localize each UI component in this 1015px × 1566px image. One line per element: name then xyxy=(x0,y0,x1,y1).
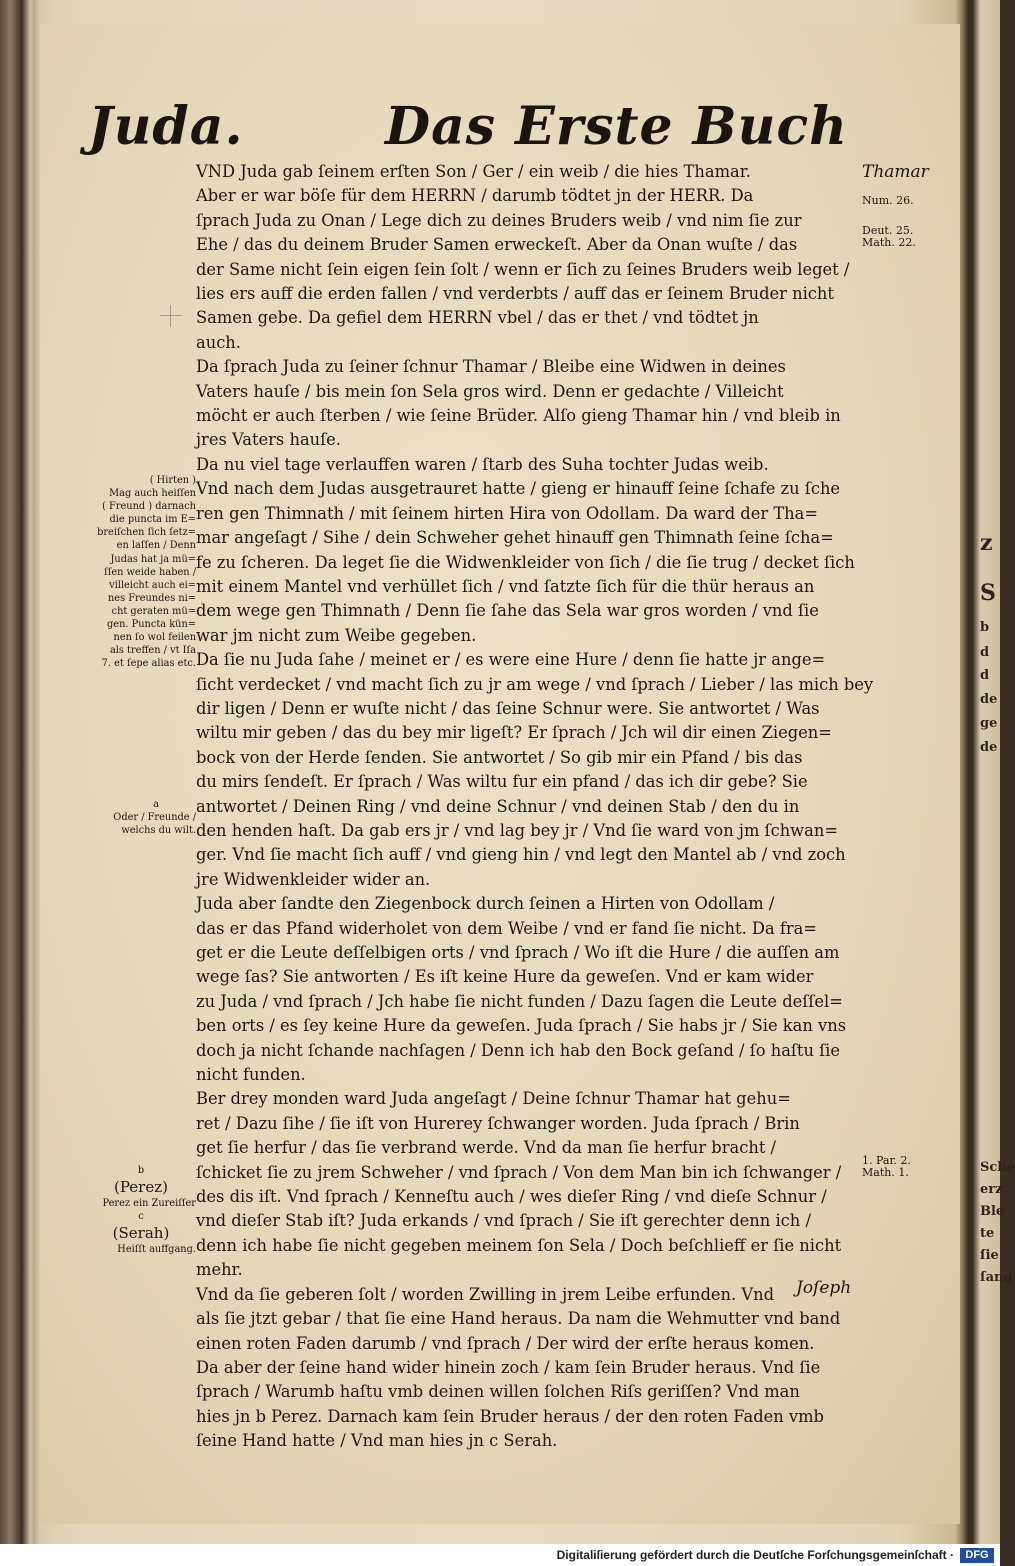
gloss-line: 7. et ſepe alias etc. xyxy=(101,658,196,670)
margin-ref-math-1: Math. 22. xyxy=(862,236,916,249)
text-line: den henden haſt. Da gab ers jr / vnd lag bey jr / Vnd ſie ward von jm ſchwan= xyxy=(196,820,838,840)
facing-page-letter: ſang xyxy=(980,1270,1013,1285)
facing-page-letter: de xyxy=(980,692,998,707)
text-line: des dis iſt. Vnd ſprach / Kenneſtu auch / wes dieſer Ring / vnd dieſe Schnur / xyxy=(196,1187,827,1207)
dfg-logo: DFG xyxy=(960,1548,994,1563)
text-line: wege ſas? Sie antworten / Es iſt keine Hure da geweſen. Vnd er kam wider xyxy=(196,967,814,987)
facing-page-edge xyxy=(972,0,1000,1566)
gloss-serah-meaning: Heiſſt auffgang. xyxy=(117,1244,196,1256)
gloss-marker-b: b xyxy=(137,1165,145,1176)
footer-credit: Digitaliſierung gefördert durch die Deutſche Forſchungsgemeinſchaft · xyxy=(556,1548,954,1562)
text-line: ret / Dazu ſihe / ſie iſt von Hurerey ſchwanger worden. Juda ſprach / Brin xyxy=(196,1113,800,1133)
gloss-line: welchs du wilt. xyxy=(121,825,196,837)
facing-page-letter: Sche xyxy=(980,1160,1015,1175)
gloss-line: nen ſo wol feilen xyxy=(113,632,196,644)
facing-page-letter: erz xyxy=(980,1182,1003,1197)
gloss-line: als treffen / vt Iſa xyxy=(109,645,196,657)
body-text-column xyxy=(196,160,874,1454)
gloss-perez: (Perez) xyxy=(114,1178,168,1197)
gloss-serah: (Serah) xyxy=(112,1224,170,1243)
gloss-line: Mag auch heiſſen xyxy=(109,488,196,500)
margin-gloss-hirten xyxy=(86,474,196,670)
text-line: Aber er war böſe für dem HERRN / darumb tödtet jn der HERR. Da xyxy=(196,186,754,206)
text-line: ger. Vnd ſie macht ſich auff / vnd gieng hin / vnd legt den Mantel ab / vnd zoch xyxy=(196,845,846,865)
text-line: denn ich habe ſie nicht gegeben meinem ſon Sela / Doch beſchlieff er ſie nicht xyxy=(196,1235,842,1255)
text-line: VND Juda gab ſeinem erſten Son / Ger / ein weib / die hies Thamar. xyxy=(196,162,751,181)
margin-thamar-label: Thamar xyxy=(862,162,929,182)
text-line: einen roten Faden darumb / vnd ſprach / Der wird der erſte heraus komen. xyxy=(196,1333,815,1353)
text-line: mehr. xyxy=(196,1260,243,1280)
gloss-line: breiſchen ſich ſetz= xyxy=(97,527,196,539)
gloss-line: cht geraten mü= xyxy=(111,605,196,617)
text-line: Samen gebe. Da gefiel dem HERRN vbel / das er thet / vnd tödtet jn xyxy=(196,308,759,328)
margin-ref-deut: Deut. 25. xyxy=(862,224,914,237)
gloss-line: nes Freundes ni= xyxy=(107,592,196,604)
text-line: Da aber der ſeine hand wider hinein zoch / kam ſein Bruder heraus. Vnd ſie xyxy=(196,1357,821,1377)
margin-ref-num: Num. 26. xyxy=(862,194,914,207)
text-line: der Same nicht ſein eigen ſein ſolt / wenn er ſich zu ſeines Bruders weib leget / xyxy=(196,259,850,279)
text-line: jre Widwenkleider wider an. xyxy=(196,869,431,889)
margin-ref-math-2: Math. 1. xyxy=(862,1166,909,1179)
gloss-line: villeicht auch ei= xyxy=(109,579,196,591)
gloss-line: gen. Puncta kün= xyxy=(107,619,196,631)
pencil-cross-mark xyxy=(160,305,182,327)
text-line: Ehe / das du deinem Bruder Samen erweckeſt. Aber da Onan wuſte / das xyxy=(196,235,798,255)
text-line: Ber drey monden ward Juda angeſagt / Deine ſchnur Thamar hat gehu= xyxy=(196,1089,791,1109)
text-line: war jm nicht zum Weibe gegeben. xyxy=(196,625,477,645)
text-line: Vaters hauſe / bis mein ſon Sela gros wird. Denn er gedachte / Villeicht xyxy=(196,381,784,401)
text-line: nicht funden. xyxy=(196,1065,306,1085)
text-line: mit einem Mantel vnd verhüllet ſich / vnd ſatzte ſich für die thür heraus an xyxy=(196,576,815,596)
facing-page-letter: te xyxy=(980,1226,995,1241)
running-head-title: Das Erste Buch xyxy=(385,96,848,157)
facing-page-letter: de xyxy=(980,740,998,755)
text-line: Da ſie nu Juda ſahe / meinet er / es were eine Hure / denn ſie hatte jr ange= xyxy=(196,650,826,670)
text-line: ſicht verdecket / vnd macht ſich zu jr am wege / vnd ſprach / Lieber / las mich bey xyxy=(196,674,874,694)
text-line: Vnd da ſie geberen ſolt / worden Zwilling in jrem Leibe erfunden. Vnd xyxy=(196,1284,775,1304)
text-line: bock von der Herde ſenden. Sie antwortet / So gib mir ein Pfand / bis das xyxy=(196,747,803,767)
text-line: fe zu ſcheren. Da leget ſie die Widwenkleider von ſich / die ſie trug / decket ſich xyxy=(196,552,855,572)
margin-note-thamar xyxy=(862,162,929,182)
text-line: get er die Leute deſſelbigen orts / vnd ſprach / Wo iſt die Hure / die auſſen am xyxy=(196,943,840,962)
facing-page-letter: d xyxy=(980,668,990,683)
facing-page-letter: S xyxy=(980,580,996,606)
text-line: dem wege gen Thimnath / Denn ſie ſahe das Sela war gros worden / vnd ſie xyxy=(196,601,819,621)
text-line: wiltu mir geben / das du bey mir ligeſt? Er ſprach / Jch wil dir einen Ziegen= xyxy=(196,723,832,743)
facing-page-letter: ge xyxy=(980,716,998,731)
gloss-marker-a: a xyxy=(153,799,159,810)
gloss-line: en laſſen / Denn xyxy=(116,540,196,552)
text-line: zu Juda / vnd ſprach / Jch habe ſie nicht funden / Dazu ſagen die Leute deſſel= xyxy=(196,991,843,1011)
gloss-line: die puncta im E= xyxy=(109,514,196,526)
text-line: ben orts / es ſey keine Hure da geweſen. Juda ſprach / Sie habs jr / Sie kan vns xyxy=(196,1016,847,1036)
text-line: get ſie herfur / das ſie verbrand werde. Vnd da man ſie herfur bracht / xyxy=(196,1138,777,1158)
text-line: möcht er auch ſterben / wie ſeine Brüder. Alſo gieng Thamar hin / vnd bleib in xyxy=(196,406,841,426)
running-head-left: Juda. xyxy=(88,96,244,157)
margin-ref-par: 1. Par. 2. xyxy=(862,1154,911,1167)
text-line: das er das Pfand widerholet von dem Weibe / vnd er fand ſie nicht. Da fra= xyxy=(196,918,818,938)
facing-page-letter: z xyxy=(980,530,993,556)
gloss-line: ( Hirten ) xyxy=(149,475,196,486)
text-line: Da nu viel tage verlauffen waren / ſtarb des Suha tochter Judas weib. xyxy=(196,454,769,474)
footer-bar xyxy=(0,1544,1000,1566)
text-line: ſprach / Warumb haſtu vmb deinen willen ſolchen Riſs geriſſen? Vnd man xyxy=(196,1382,800,1402)
facing-page-letter: Ble xyxy=(980,1204,1005,1219)
gloss-perez-meaning: Perez ein Zureiſſer xyxy=(102,1198,196,1210)
text-line: auch. xyxy=(196,332,241,352)
text-line: ren gen Thimnath / mit ſeinem hirten Hira von Odollam. Da ward der Tha= xyxy=(196,503,819,523)
gloss-line: ( Freund ) darnach xyxy=(102,501,196,513)
text-line: ſprach Juda zu Onan / Lege dich zu deines Bruders weib / vnd nim ſie zur xyxy=(196,210,802,230)
gloss-line: ſſen weide haben / xyxy=(104,566,196,578)
margin-gloss-freunde xyxy=(86,798,196,837)
gloss-line: Oder / Freunde / xyxy=(113,812,196,824)
text-line: mar angeſagt / Sihe / dein Schweher gehet hinauff gen Thimnath ſeine ſcha= xyxy=(196,528,834,548)
text-line: Vnd nach dem Judas ausgetrauret hatte / gieng er hinauff ſeine ſchafe zu ſche xyxy=(196,479,841,499)
text-line: Juda aber ſandte den Ziegenbock durch ſeinen a Hirten von Odollam / xyxy=(196,894,775,914)
gloss-line: Judas hat ja mü= xyxy=(110,553,196,565)
text-line: antwortet / Deinen Ring / vnd deine Schnur / vnd deinen Stab / den du in xyxy=(196,796,800,816)
gloss-marker-c: c xyxy=(138,1211,144,1223)
catchword: Joſeph xyxy=(796,1278,852,1298)
text-line: Da ſprach Juda zu ſeiner ſchnur Thamar / Bleibe eine Widwen in deines xyxy=(196,357,786,377)
text-line: du mirs ſendeſt. Er ſprach / Was wiltu fur ein pfand / das ich dir gebe? Sie xyxy=(196,772,808,792)
text-line: ſeine Hand hatte / Vnd man hies jn c Serah. xyxy=(196,1431,558,1451)
facing-page-letter: b xyxy=(980,620,990,635)
text-line: jres Vaters hauſe. xyxy=(196,430,341,450)
text-line: lies ers auff die erden fallen / vnd verderbts / auff das er ſeinem Bruder nicht xyxy=(196,284,834,304)
margin-gloss-names xyxy=(86,1164,196,1256)
text-line: ſchicket ſie zu jrem Schweher / vnd ſprach / Von dem Man bin ich ſchwanger / xyxy=(196,1162,842,1182)
facing-page-letter: ſie xyxy=(980,1248,999,1263)
text-line: hies jn b Perez. Darnach kam ſein Bruder heraus / der den roten Faden vmb xyxy=(196,1406,824,1426)
text-line: vnd dieſer Stab iſt? Juda erkands / vnd ſprach / Sie iſt gerechter denn ich / xyxy=(196,1211,811,1231)
text-line: als ſie jtzt gebar / that ſie eine Hand heraus. Da nam die Wehmutter vnd band xyxy=(196,1309,841,1329)
text-line: dir ligen / Denn er wuſte nicht / das ſeine Schnur were. Sie antwortet / Was xyxy=(196,698,820,718)
text-line: doch ja nicht ſchande nachſagen / Denn ich hab den Bock geſand / ſo haſtu ſie xyxy=(196,1040,840,1060)
facing-page-letter: d xyxy=(980,645,990,660)
